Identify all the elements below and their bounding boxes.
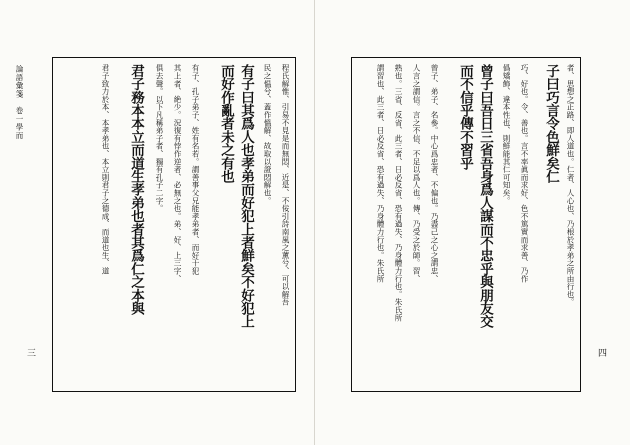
text-frame [52,57,296,392]
commentary-column: 其上者、絶少。況復有悖作逆者、必無之也。弟、好、上三字、 [173,64,182,283]
commentary-column: 程氏解惟、引易不見是而無悶、近是、不佞引詩南風之薰兮、可以解吾 [281,64,290,306]
classic-text-column: 而好作亂者未之有也 [218,64,234,183]
commentary-column: 俱去聲。以下凡稱弟子者、獨有孔子二字。 [155,64,164,213]
classic-text-column: 有子曰其爲人也孝弟而好犯上者鮮矣不好犯上 [238,64,254,329]
commentary-column: 僞矯飾、違本性也、則鮮能其仁可知矣。 [502,64,511,205]
commentary-column: 熟也。三省、反省、此三者、日必反省、恐有過失、乃身體力行也。朱氏所 [394,64,403,322]
commentary-column: 巧、好也。令、善也。言不率眞而求好、色不篤實而求善、乃作 [520,64,529,283]
classic-text-column: 君子務本本立而道生孝弟也者其爲仁之本與 [128,64,144,315]
page-number: 四 [598,349,608,359]
classic-text-column: 而不信乎傳不習乎 [457,64,473,170]
classic-text-column: 子曰巧言令色鮮矣仁 [543,64,559,183]
commentary-column: 君子致力於本、本孝弟也、本立則君子之德成、而道也生、道 [101,64,110,275]
classic-text-column: 曾子曰吾日三省吾身爲人謀而不忠乎與朋友交 [477,64,493,329]
commentary-column: 有子、孔子弟子、姓有名若。謂善事父兄能孝弟者、而好干犯 [191,64,200,275]
text-frame [351,57,581,392]
page-number: 三 [27,349,37,359]
commentary-column: 者、思想之正路、即人道也。仁者、人心也、乃根於孝弟之所由行也。 [566,64,575,306]
commentary-column: 謂習也、此三者、日必反省、恐有過失、乃身體力行也。朱氏所 [376,64,385,283]
commentary-column: 民之愠兮、蓋作慍解、故取以證悶解也。 [263,64,272,205]
running-head: 論語彙箋 卷一學而 [15,65,24,140]
commentary-column: 人言之謂信。言之不信、不足以爲人也。傳、乃受之於師。習、 [412,64,421,283]
commentary-column: 曾子、弟子、名參。中心爲忠者、不偏也。乃盡己之心之謂忠、 [430,64,439,283]
